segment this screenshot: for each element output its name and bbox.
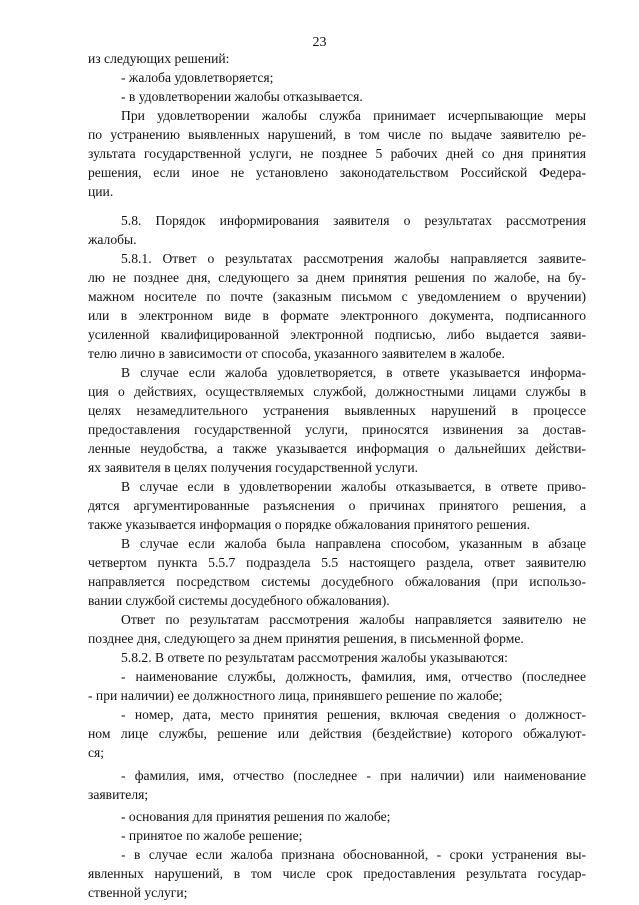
text-line: ция о действиях, осуществляемых службой, должностными лицами службы в (88, 384, 586, 399)
text-line: дятся аргументированные разъяснения о причинах принятого решения, а (88, 498, 586, 513)
text-line: В случае если в удовлетворении жалобы отказывается, в ответе приво- (121, 479, 586, 494)
text-line: или в электронном виде в формате электронного документа, подписанного (88, 308, 586, 323)
list-item: ся; (88, 745, 105, 760)
page-number: 23 (312, 35, 327, 50)
text-line: также указывается информация о порядке обжалования принятого решения. (88, 517, 531, 532)
list-item: - при наличии) ее должностного лица, принявшего решение по жалобе; (88, 688, 503, 703)
text-line: телю лично в зависимости от способа, указанного заявителем в жалобе. (88, 346, 505, 361)
text-line: лю не позднее дня, следующего за днем принятия решения по жалобе, на бу- (88, 270, 586, 285)
section-heading: 5.8. Порядок информирования заявителя о результатах рассмотрения (121, 213, 586, 228)
text-line: В случае если жалоба была направлена способом, указанным в абзаце (121, 536, 586, 551)
text-line: предоставления государственной услуги, приносятся извинения за достав- (88, 422, 586, 437)
list-item: - принятое по жалобе решение; (121, 828, 303, 843)
section-heading: жалобы. (88, 232, 137, 247)
list-item: - наименование службы, должность, фамилия, имя, отчество (последнее (121, 669, 586, 684)
text-line: Ответ по результатам рассмотрения жалобы направляется заявителю не (121, 612, 586, 627)
text-line: В случае если жалоба удовлетворяется, в ответе указывается информа- (121, 365, 586, 380)
text-line: ции. (88, 184, 114, 199)
text-line: направляется посредством системы досудебного обжалования (при использо- (88, 574, 586, 589)
text-line: из следующих решений: (88, 51, 230, 66)
text-line: целях незамедлительного устранения выявленных нарушений в процессе (88, 403, 586, 418)
text-line: При удовлетворении жалобы служба принимает исчерпывающие меры (121, 108, 586, 123)
text-line: усиленной квалифицированной электронной подписью, либо выдается заяви- (88, 327, 586, 342)
list-item: - в случае если жалоба признана обоснованной, - сроки устранения вы- (121, 847, 586, 862)
list-item: ственной услуги; (88, 885, 188, 900)
text-line: ях заявителя в целях получения государственной услуги. (88, 460, 419, 475)
list-item: ном лице службы, решение или действия (бездействие) которого обжалуют- (88, 726, 586, 741)
text-line: зультата государственной услуги, не позднее 5 рабочих дней со дня принятия (88, 146, 586, 161)
list-item: - основания для принятия решения по жалобе; (121, 809, 391, 824)
text-line: решения, если иное не установлено законодательством Российской Федера- (88, 165, 586, 180)
list-item: заявителя; (88, 787, 149, 802)
text-line: 5.8.2. В ответе по результатам рассмотрения жалобы указываются: (121, 650, 508, 665)
list-item: - номер, дата, место принятия решения, включая сведения о должност- (121, 707, 586, 722)
list-item: - фамилия, имя, отчество (последнее - при наличии) или наименование (121, 768, 586, 783)
text-line: по устранению выявленных нарушений, в том числе по выдаче заявителю ре- (88, 127, 586, 142)
text-line: вании службой системы досудебного обжалования). (88, 593, 390, 608)
text-line: позднее дня, следующего за днем принятия решения, в письменной форме. (88, 631, 524, 646)
text-line: четвертом пункта 5.5.7 подраздела 5.5 настоящего раздела, ответ заявителю (88, 555, 586, 570)
text-line: ленные неудобства, а также указывается информация о дальнейших действи- (88, 441, 586, 456)
list-item: - жалоба удовлетворяется; (121, 70, 274, 85)
list-item: явленных нарушений, в том числе срок предоставления результата государ- (88, 866, 586, 881)
text-line: 5.8.1. Ответ о результатах рассмотрения жалобы направляется заявите- (121, 251, 586, 266)
list-item: - в удовлетворении жалобы отказывается. (121, 89, 363, 104)
text-line: мажном носителе по почте (заказным письмом с уведомлением о вручении) (88, 289, 586, 304)
